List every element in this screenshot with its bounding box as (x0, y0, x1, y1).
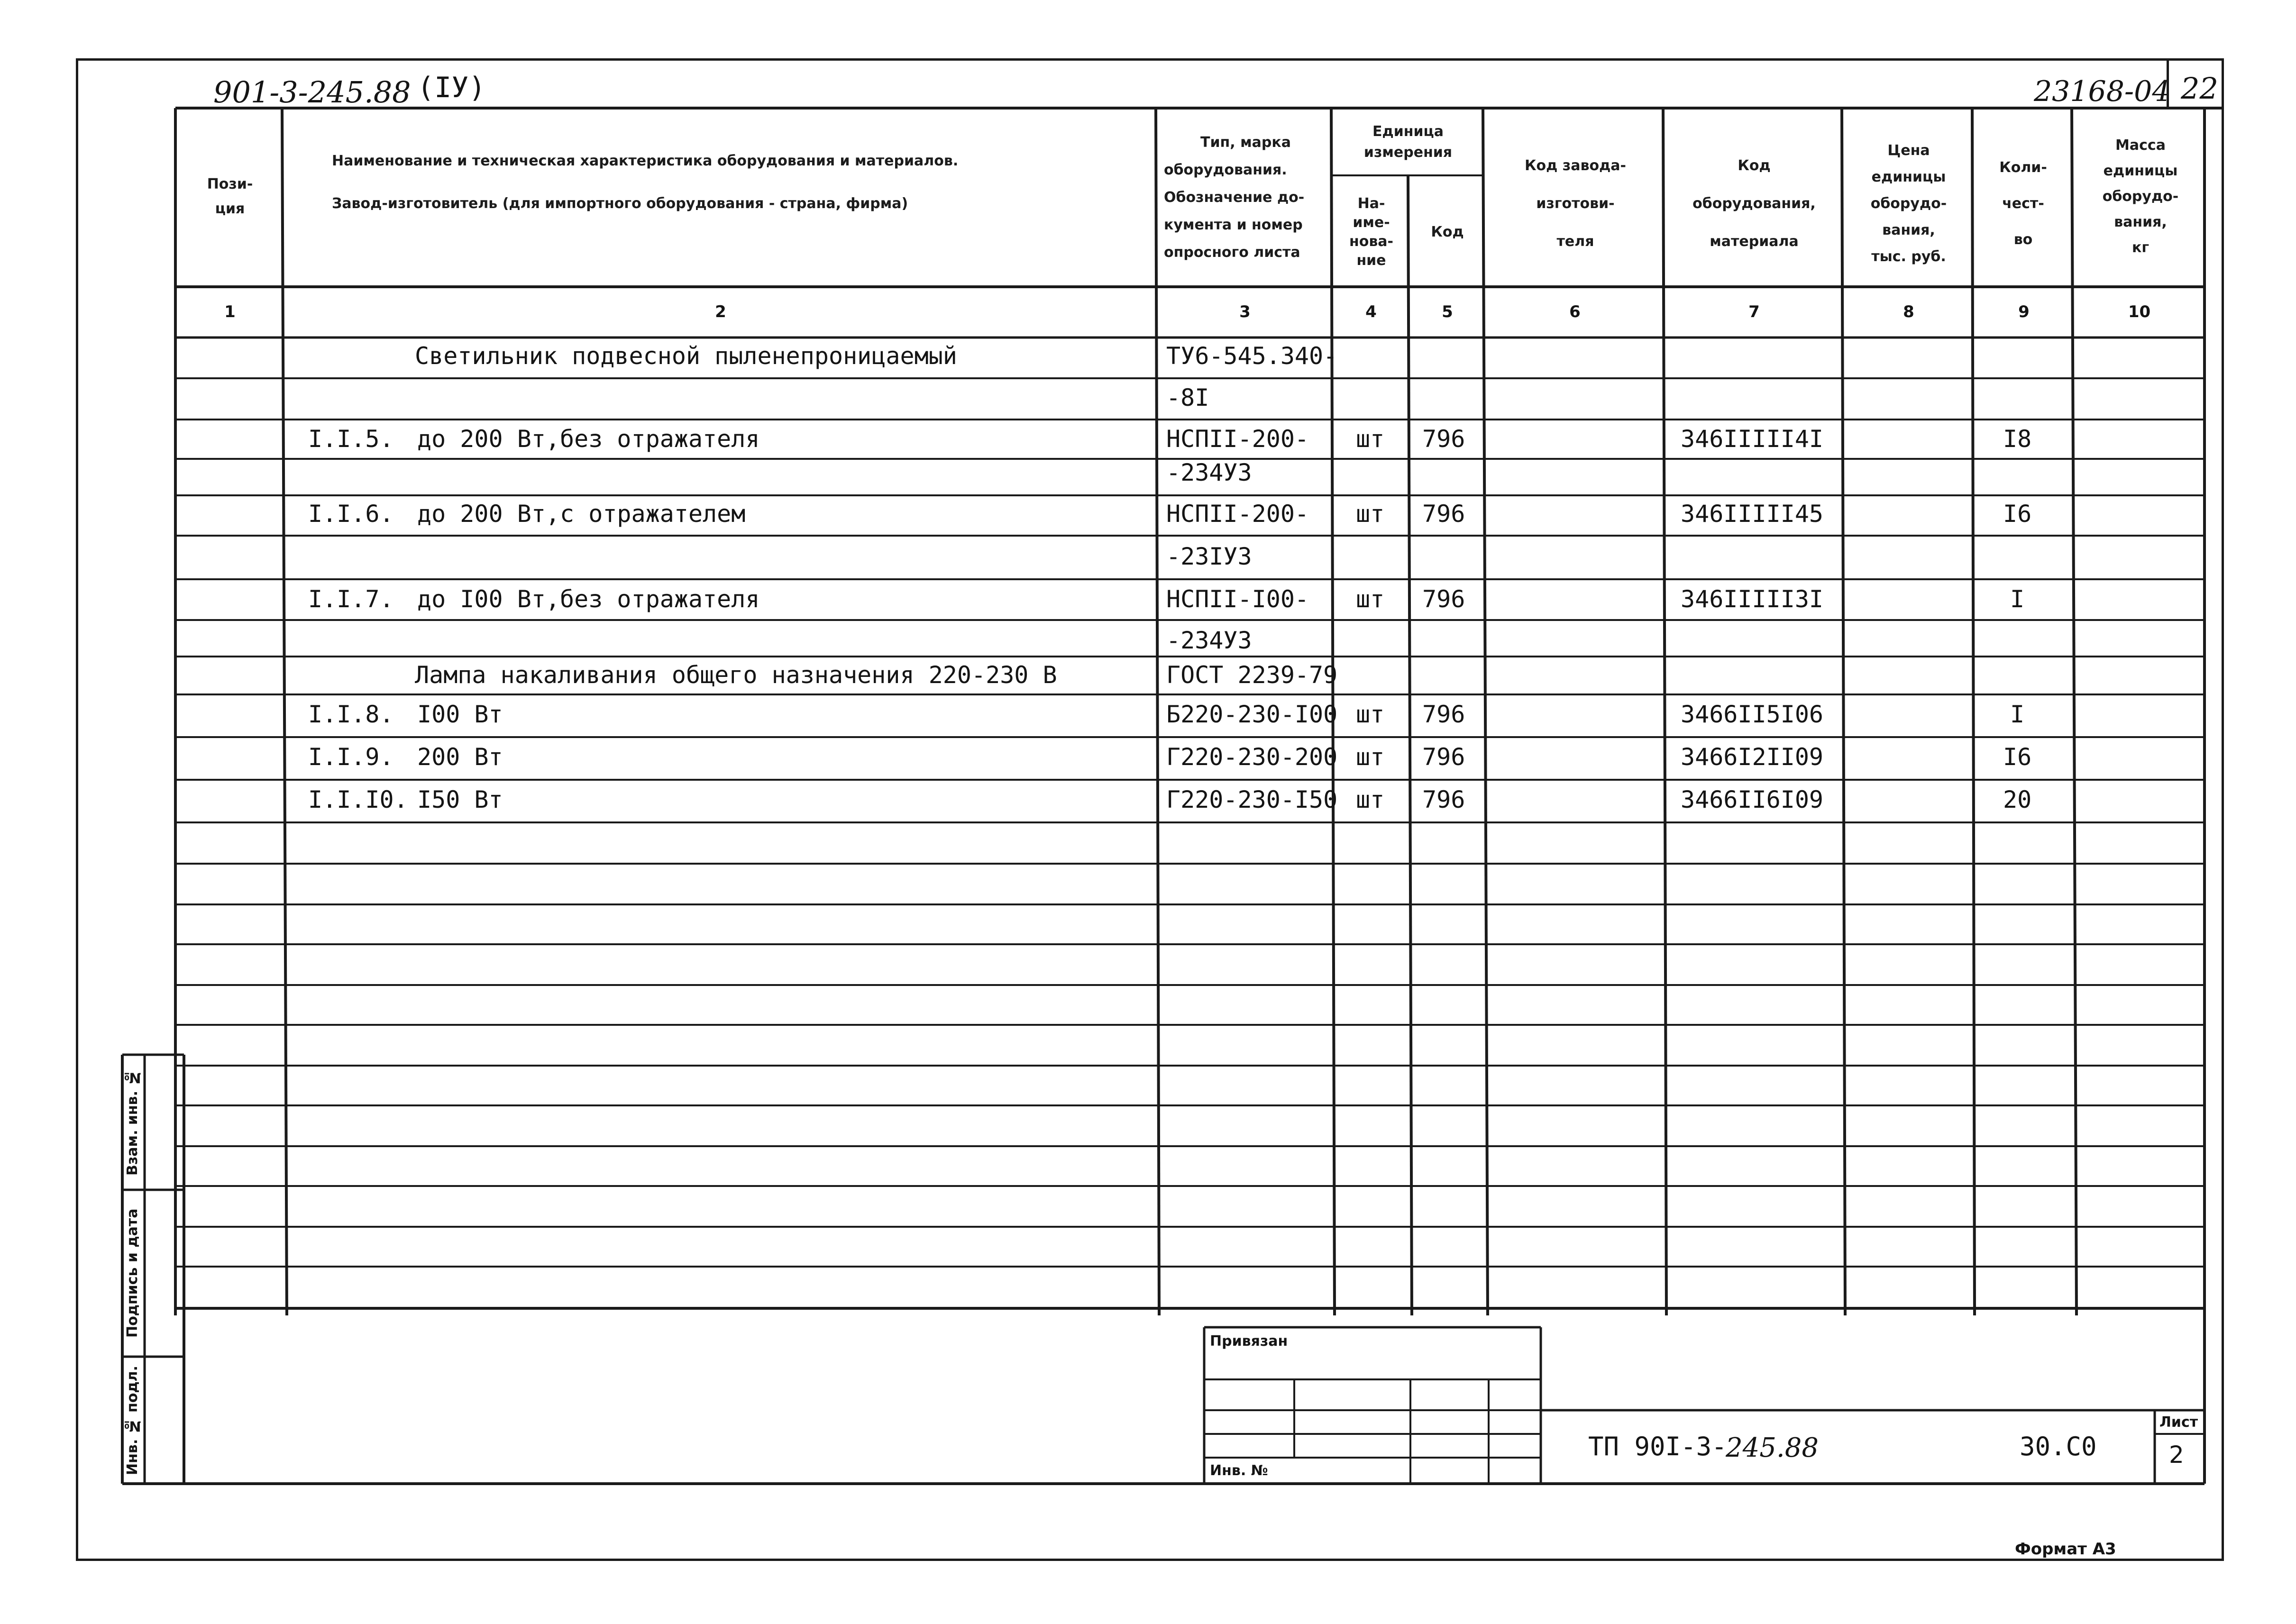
stamp-sheet-label: Лист (2159, 1414, 2198, 1431)
colnum-10: 10 (2128, 302, 2151, 321)
header-name (332, 153, 1138, 212)
row-11-eq-code: 3466II6I09 (1681, 786, 1824, 813)
side-label-original-inv: Инв. № подл. (124, 1365, 141, 1475)
header-type-line2: оборудования. (1164, 162, 1287, 178)
row-2-eq-code: 346IIIII4I (1681, 425, 1824, 453)
header-price-line2: единицы (1871, 169, 1946, 185)
colnum-2: 2 (715, 302, 726, 321)
row-11-name: I50 Вт (417, 786, 503, 813)
header-plant-code-line2: изготови- (1536, 195, 1615, 212)
stamp-tp-prefix: ТП 90I-3- (1588, 1432, 1727, 1461)
row-9-unit: шт (1356, 701, 1385, 728)
header-plant-code-line3: теля (1556, 233, 1594, 250)
row-4-code: 796 (1422, 500, 1465, 528)
row-10-type: Г220-230-200 (1166, 743, 1338, 771)
stamp-sheet-value: 2 (2169, 1441, 2184, 1469)
colnum-8: 8 (1903, 302, 1914, 321)
header-price-line4: вания, (1882, 222, 1935, 238)
row-7-type: -234У3 (1166, 627, 1252, 654)
row-8-type: ГОСТ 2239-79 (1166, 661, 1338, 689)
document-code-suffix: (IУ) (417, 71, 486, 104)
header-unit-name-line3: нова- (1349, 233, 1394, 250)
colnum-7: 7 (1748, 302, 1760, 321)
header-type-line5: опросного листа (1164, 244, 1300, 261)
header-unit-name-line4: ние (1356, 252, 1386, 269)
header-equipment-code (1666, 142, 1842, 265)
header-equipment-code-line2: оборудования, (1692, 195, 1816, 212)
header-mass (2076, 121, 2205, 273)
header-unit-name-line2: име- (1353, 214, 1390, 231)
header-mass-line3: оборудо- (2102, 188, 2179, 205)
stamp-inv-label: Инв. № (1210, 1462, 1268, 1479)
row-9-type: Б220-230-I00 (1166, 701, 1338, 728)
header-quantity-line1: Коли- (1999, 159, 2047, 176)
row-10-pos: I.I.9. (308, 743, 394, 771)
header-unit-line1: Единица (1372, 123, 1444, 140)
header-plant-code-line1: Код завода- (1525, 157, 1626, 174)
row-9-eq-code: 3466II5I06 (1681, 701, 1824, 728)
row-10-code: 796 (1422, 743, 1465, 771)
row-6-type: НСПII-I00- (1166, 585, 1309, 613)
row-10-unit: шт (1356, 743, 1385, 771)
header-type-line3: Обозначение до- (1164, 189, 1305, 206)
side-label-replacement-inv: Взам. инв. № (124, 1069, 141, 1176)
colnum-5: 5 (1442, 302, 1453, 321)
colnum-1: 1 (224, 302, 236, 321)
row-4-unit: шт (1356, 500, 1385, 528)
header-plant-code (1488, 142, 1663, 265)
row-10-name: 200 Вт (417, 743, 503, 771)
header-position (178, 156, 282, 237)
row-0-type: ТУ6-545.340- (1166, 342, 1338, 370)
document-code: 901-3-245.88 (213, 75, 411, 109)
header-price-line3: оборудо- (1870, 195, 1947, 212)
header-name-line1: Наименование и техническая характеристика оборудования и материалов. (332, 153, 959, 169)
row-5-type: -23IУ3 (1166, 543, 1252, 570)
row-11-code: 796 (1422, 786, 1465, 813)
header-unit-name-line1: На- (1357, 195, 1385, 212)
header-type-line1: Тип, марка (1200, 134, 1291, 151)
row-2-type: НСПII-200- (1166, 425, 1309, 453)
header-position-line1: Пози- (207, 176, 253, 192)
row-4-pos: I.I.6. (308, 500, 394, 528)
header-mass-line1: Масса (2115, 137, 2166, 154)
row-11-unit: шт (1356, 786, 1385, 813)
row-6-pos: I.I.7. (308, 585, 394, 613)
row-9-code: 796 (1422, 701, 1465, 728)
header-type-line4: кумента и номер (1164, 217, 1303, 233)
row-4-qty: I6 (2003, 500, 2032, 528)
row-11-qty: 20 (2003, 786, 2032, 813)
stamp-album-code: 30.C0 (2020, 1432, 2097, 1461)
row-4-type: НСПII-200- (1166, 500, 1309, 528)
colnum-9: 9 (2018, 302, 2030, 321)
row-2-name: до 200 Вт,без отражателя (417, 425, 760, 453)
row-11-type: Г220-230-I50 (1166, 786, 1338, 813)
row-9-qty: I (2010, 701, 2025, 728)
header-unit-line2: измерения (1363, 144, 1453, 161)
colnum-3: 3 (1239, 302, 1251, 321)
row-4-name: до 200 Вт,с отражателем (417, 500, 746, 528)
side-label-signature-date: Подпись и дата (124, 1208, 141, 1338)
row-3-type: -234У3 (1166, 459, 1252, 486)
header-price-line5: тыс. руб. (1871, 248, 1946, 265)
row-2-unit: шт (1356, 425, 1385, 453)
row-11-pos: I.I.I0. (308, 786, 408, 813)
header-mass-line5: кг (2131, 239, 2150, 256)
header-quantity (1975, 142, 2072, 265)
header-equipment-code-line1: Код (1738, 157, 1771, 174)
row-6-qty: I (2010, 585, 2025, 613)
row-1-type: -8I (1166, 384, 1209, 411)
row-6-code: 796 (1422, 585, 1465, 613)
header-mass-line4: вания, (2114, 214, 2167, 230)
row-2-code: 796 (1422, 425, 1465, 453)
header-price-line1: Цена (1887, 142, 1930, 159)
colnum-4: 4 (1365, 302, 1377, 321)
header-mass-line2: единицы (2103, 163, 2178, 179)
stamp-tp-handwritten: 245.88 (1726, 1432, 1819, 1463)
row-2-pos: I.I.5. (308, 425, 394, 453)
header-unit-group (1335, 114, 1482, 171)
format-label: Формат А3 (2015, 1540, 2116, 1559)
header-quantity-line3: во (2013, 231, 2033, 248)
row-9-pos: I.I.8. (308, 701, 394, 728)
row-8-name: Лампа накаливания общего назначения 220-230 В (415, 661, 1057, 689)
row-6-unit: шт (1356, 585, 1385, 613)
sheet-number: 22 (2181, 71, 2218, 106)
header-price (1845, 128, 1972, 280)
row-6-eq-code: 346IIIII3I (1681, 585, 1824, 613)
row-10-qty: I6 (2003, 743, 2032, 771)
header-unit-code-line1: Код (1431, 224, 1464, 240)
header-equipment-code-line3: материала (1710, 233, 1799, 250)
stamp-attached-label: Привязан (1210, 1333, 1288, 1350)
row-9-name: I00 Вт (417, 701, 503, 728)
row-6-name: до I00 Вт,без отражателя (417, 585, 760, 613)
sheet-code: 23168-04 (2034, 75, 2170, 108)
colnum-6: 6 (1569, 302, 1581, 321)
row-10-eq-code: 3466I2II09 (1681, 743, 1824, 771)
row-2-qty: I8 (2003, 425, 2032, 453)
header-quantity-line2: чест- (2002, 195, 2044, 212)
header-unit-name (1335, 180, 1408, 284)
header-name-line2: Завод-изготовитель (для импортного оборудования - страна, фирма) (332, 195, 908, 212)
header-type (1164, 129, 1327, 266)
header-unit-code (1412, 180, 1483, 284)
row-4-eq-code: 346IIIII45 (1681, 500, 1824, 528)
header-position-line2: ция (215, 201, 245, 217)
row-0-name: Светильник подвесной пыленепроницаемый (415, 342, 957, 370)
